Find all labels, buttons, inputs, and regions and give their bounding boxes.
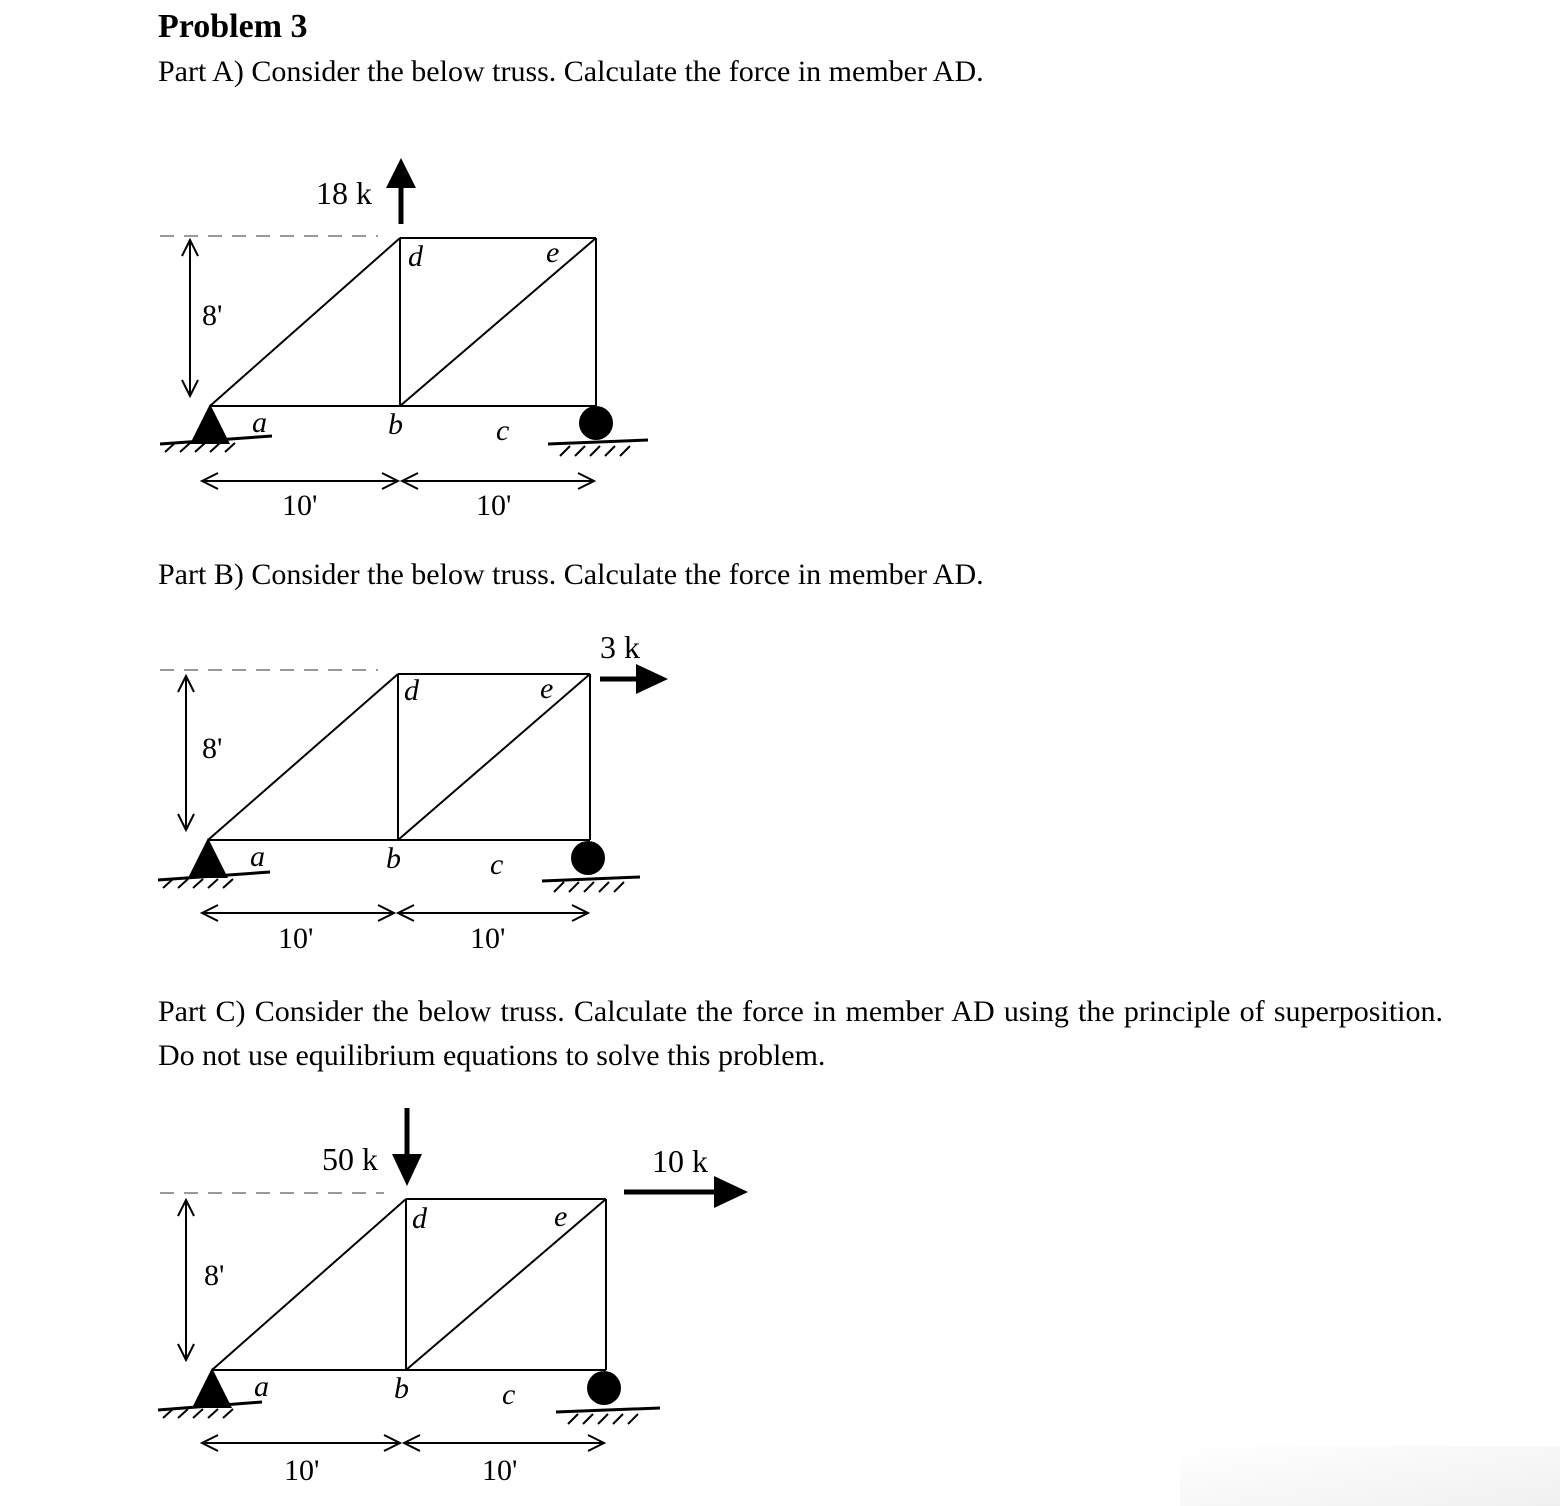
node-label-d: d <box>404 674 419 707</box>
node-label-b: b <box>394 1372 409 1405</box>
node-label-e: e <box>554 1200 568 1233</box>
height-dimension-label: 8' <box>202 299 223 332</box>
node-label-e: e <box>540 672 554 705</box>
span-label-right: 10' <box>470 922 506 955</box>
load-arrow-right-icon <box>714 1176 748 1208</box>
problem-title: Problem 3 <box>158 8 308 45</box>
load-label-3k: 3 k <box>600 629 640 665</box>
height-dimension-label: 8' <box>204 1259 225 1292</box>
roller-support <box>587 1371 621 1405</box>
part-a-prompt: Part A) Consider the below truss. Calculate the force in member AD. <box>158 55 984 88</box>
node-label-c: c <box>502 1378 516 1411</box>
node-label-b: b <box>386 842 401 875</box>
part-b-prompt: Part B) Consider the below truss. Calculate the force in member AD. <box>158 558 984 591</box>
node-label-b: b <box>388 408 403 441</box>
load-label-18k: 18 k <box>316 175 372 211</box>
pin-ground-hatching <box>163 1409 233 1418</box>
roller-ground-hatching <box>568 1414 638 1424</box>
load-label-50k: 50 k <box>322 1141 378 1177</box>
pin-support-triangle <box>192 1368 232 1408</box>
member-be <box>406 1199 606 1370</box>
part-c-prompt: Part C) Consider the below truss. Calculate the force in member AD using the principle of superposition. Do not use equilibrium equations to solve this problem. <box>158 995 1443 1072</box>
member-ad <box>212 1199 406 1370</box>
node-label-d: d <box>408 240 423 273</box>
load-arrow-down-icon <box>392 1154 422 1186</box>
node-label-e: e <box>546 236 560 269</box>
node-label-c: c <box>496 414 510 447</box>
height-dimension-label: 8' <box>202 732 223 765</box>
node-label-a: a <box>252 406 267 439</box>
span-label-left: 10' <box>282 489 318 522</box>
corner-shadow <box>1180 1446 1560 1506</box>
load-label-10k: 10 k <box>652 1143 708 1179</box>
span-label-right: 10' <box>476 489 512 522</box>
span-label-left: 10' <box>284 1454 320 1487</box>
node-label-c: c <box>490 848 504 881</box>
truss-members <box>212 1199 606 1370</box>
node-label-a: a <box>254 1370 269 1403</box>
node-label-a: a <box>250 840 265 873</box>
span-label-left: 10' <box>278 922 314 955</box>
node-label-d: d <box>412 1202 427 1235</box>
roller-ground-line <box>556 1408 660 1412</box>
span-label-right: 10' <box>482 1454 518 1487</box>
